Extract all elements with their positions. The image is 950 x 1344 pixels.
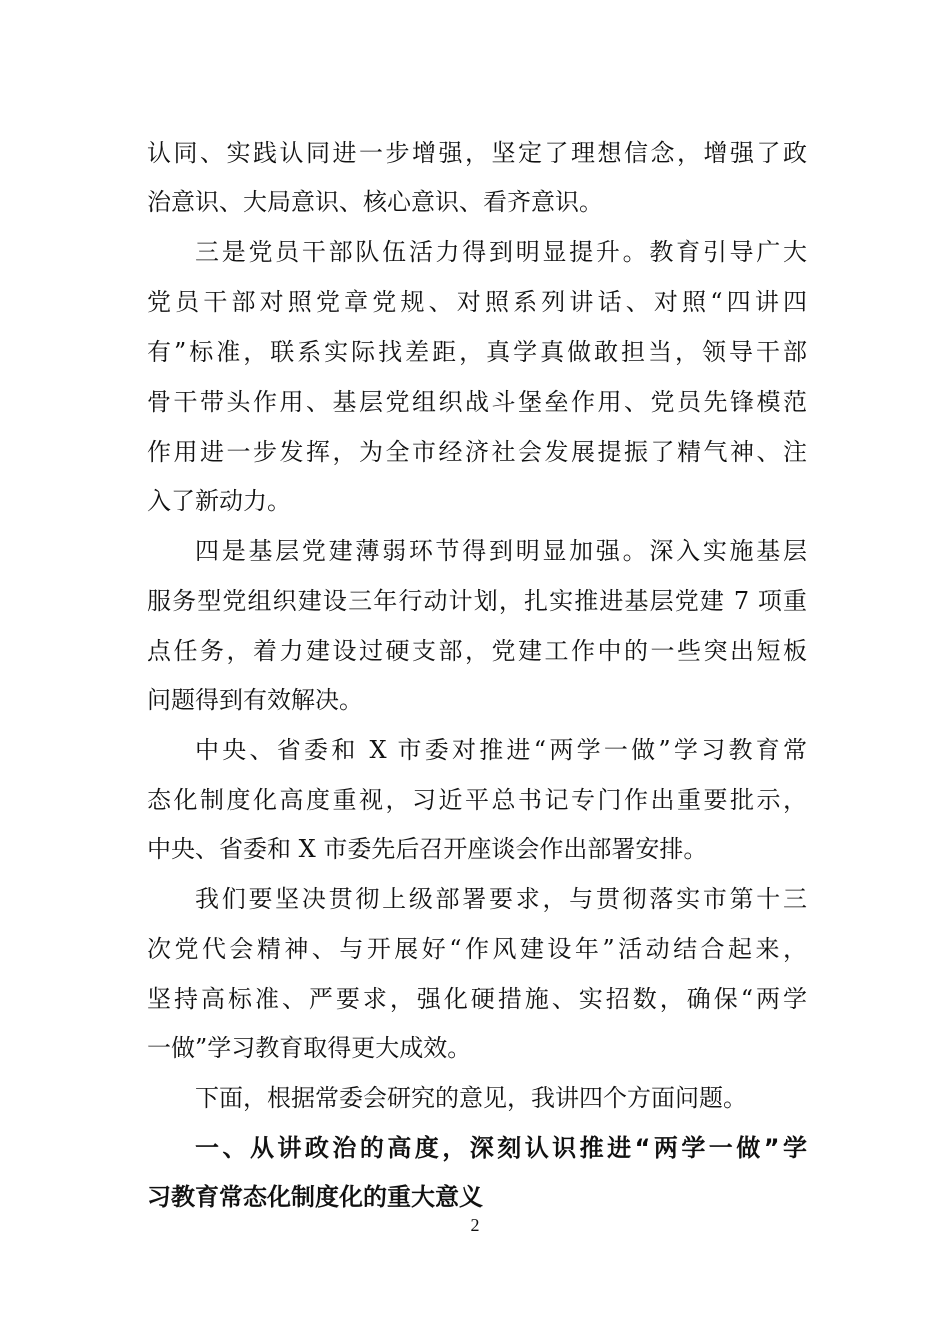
paragraph-first-line: 下面，根据常委会研究的意见，我讲四个方面问题。 bbox=[195, 1084, 747, 1112]
body-text-line: 一做”学习教育取得更大成效。 bbox=[147, 1034, 472, 1062]
body-text-line: 态化制度化高度重视，习近平总书记专门作出重要批示， bbox=[147, 786, 807, 814]
body-text-line: 次党代会精神、与开展好“作风建设年”活动结合起来， bbox=[147, 935, 807, 963]
body-text-line: 骨干带头作用、基层党组织战斗堡垒作用、党员先锋模范 bbox=[147, 388, 807, 416]
body-text-line: 入了新动力。 bbox=[147, 487, 291, 515]
paragraph-first-line: 中央、省委和 X 市委对推进“两学一做”学习教育常 bbox=[195, 736, 807, 764]
paragraph-first-line: 三是党员干部队伍活力得到明显提升。教育引导广大 bbox=[195, 238, 807, 266]
paragraph-first-line: 四是基层党建薄弱环节得到明显加强。深入实施基层 bbox=[195, 537, 807, 565]
body-text-line: 认同、实践认同进一步增强，坚定了理想信念，增强了政 bbox=[147, 139, 807, 167]
body-text-line: 党员干部对照党章党规、对照系列讲话、对照“四讲四 bbox=[147, 288, 807, 316]
body-text-line: 点任务，着力建设过硬支部，党建工作中的一些突出短板 bbox=[147, 637, 807, 665]
body-text-line: 作用进一步发挥，为全市经济社会发展提振了精气神、注 bbox=[147, 438, 807, 466]
body-text-line: 服务型党组织建设三年行动计划，扎实推进基层党建 7 项重 bbox=[147, 587, 807, 615]
body-text-line: 有”标准，联系实际找差距，真学真做敢担当，领导干部 bbox=[147, 338, 807, 366]
body-text-line: 治意识、大局意识、核心意识、看齐意识。 bbox=[147, 188, 603, 216]
section-heading-line: 习教育常态化制度化的重大意义 bbox=[147, 1183, 483, 1211]
page-number: 2 bbox=[470, 1215, 480, 1235]
paragraph-first-line: 我们要坚决贯彻上级部署要求，与贯彻落实市第十三 bbox=[195, 885, 807, 913]
section-heading-line: 一、从讲政治的高度，深刻认识推进“两学一做”学 bbox=[195, 1134, 807, 1162]
body-text-line: 坚持高标准、严要求，强化硬措施、实招数，确保“两学 bbox=[147, 985, 807, 1013]
body-text-line: 问题得到有效解决。 bbox=[147, 686, 363, 714]
body-text-line: 中央、省委和 X 市委先后召开座谈会作出部署安排。 bbox=[147, 835, 708, 863]
